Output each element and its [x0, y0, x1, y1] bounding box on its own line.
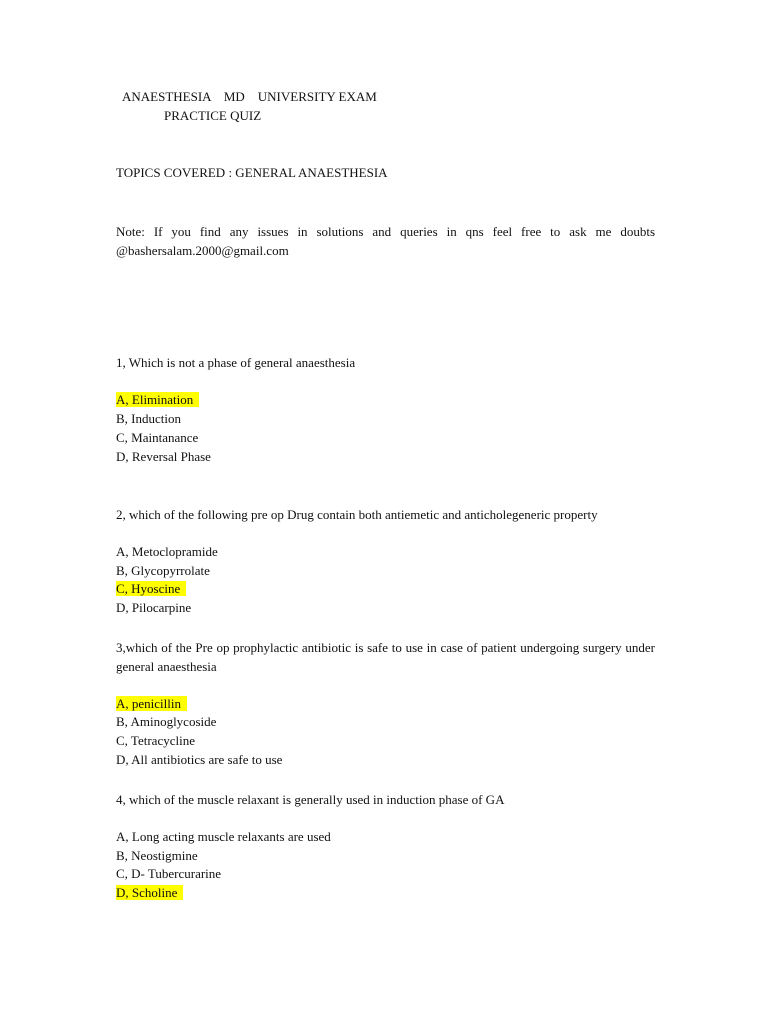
topics-heading: TOPICS COVERED : GENERAL ANAESTHESIA [116, 165, 388, 180]
question-2-option-d: D, Pilocarpine [116, 600, 192, 615]
question-2-option-c [116, 581, 186, 598]
answer-highlight: A, penicillin [116, 696, 187, 711]
question-4-option-d [116, 885, 183, 902]
question-1-text: 1, Which is not a phase of general anaesthesia [116, 355, 356, 370]
answer-highlight: D, Scholine [116, 885, 183, 900]
question-1-option-c: C, Maintanance [116, 430, 199, 445]
document-title: ANAESTHESIA MD UNIVERSITY EXAM [122, 89, 377, 104]
question-3-option-b: B, Aminoglycoside [116, 714, 217, 729]
question-3-text: 3,which of the Pre op prophylactic antibiotic is safe to use in case of patient undergoing surgery under general anaesthesia [116, 640, 655, 674]
question-3-option-c: C, Tetracycline [116, 733, 195, 748]
question-3-option-d: D, All antibiotics are safe to use [116, 752, 283, 767]
question-2-text: 2, which of the following pre op Drug contain both antiemetic and anticholegeneric property [116, 507, 598, 522]
question-4-option-a: A, Long acting muscle relaxants are used [116, 829, 331, 844]
question-4-option-c: C, D- Tubercurarine [116, 866, 222, 881]
question-1-option-b: B, Induction [116, 411, 181, 426]
question-2-option-b: B, Glycopyrrolate [116, 563, 210, 578]
question-2-option-a: A, Metoclopramide [116, 544, 218, 559]
document-subtitle: PRACTICE QUIZ [164, 108, 262, 123]
question-4-text: 4, which of the muscle relaxant is generally used in induction phase of GA [116, 792, 505, 807]
answer-highlight: C, Hyoscine [116, 581, 186, 596]
question-1-option-d: D, Reversal Phase [116, 449, 211, 464]
answer-highlight: A, Elimination [116, 392, 199, 407]
question-3-option-a [116, 696, 187, 713]
question-1-option-a [116, 392, 199, 409]
question-4-option-b: B, Neostigmine [116, 848, 198, 863]
note-paragraph: Note: If you find any issues in solutions and queries in qns feel free to ask me doubts @bashersalam.2000@gmail.com [116, 224, 655, 258]
